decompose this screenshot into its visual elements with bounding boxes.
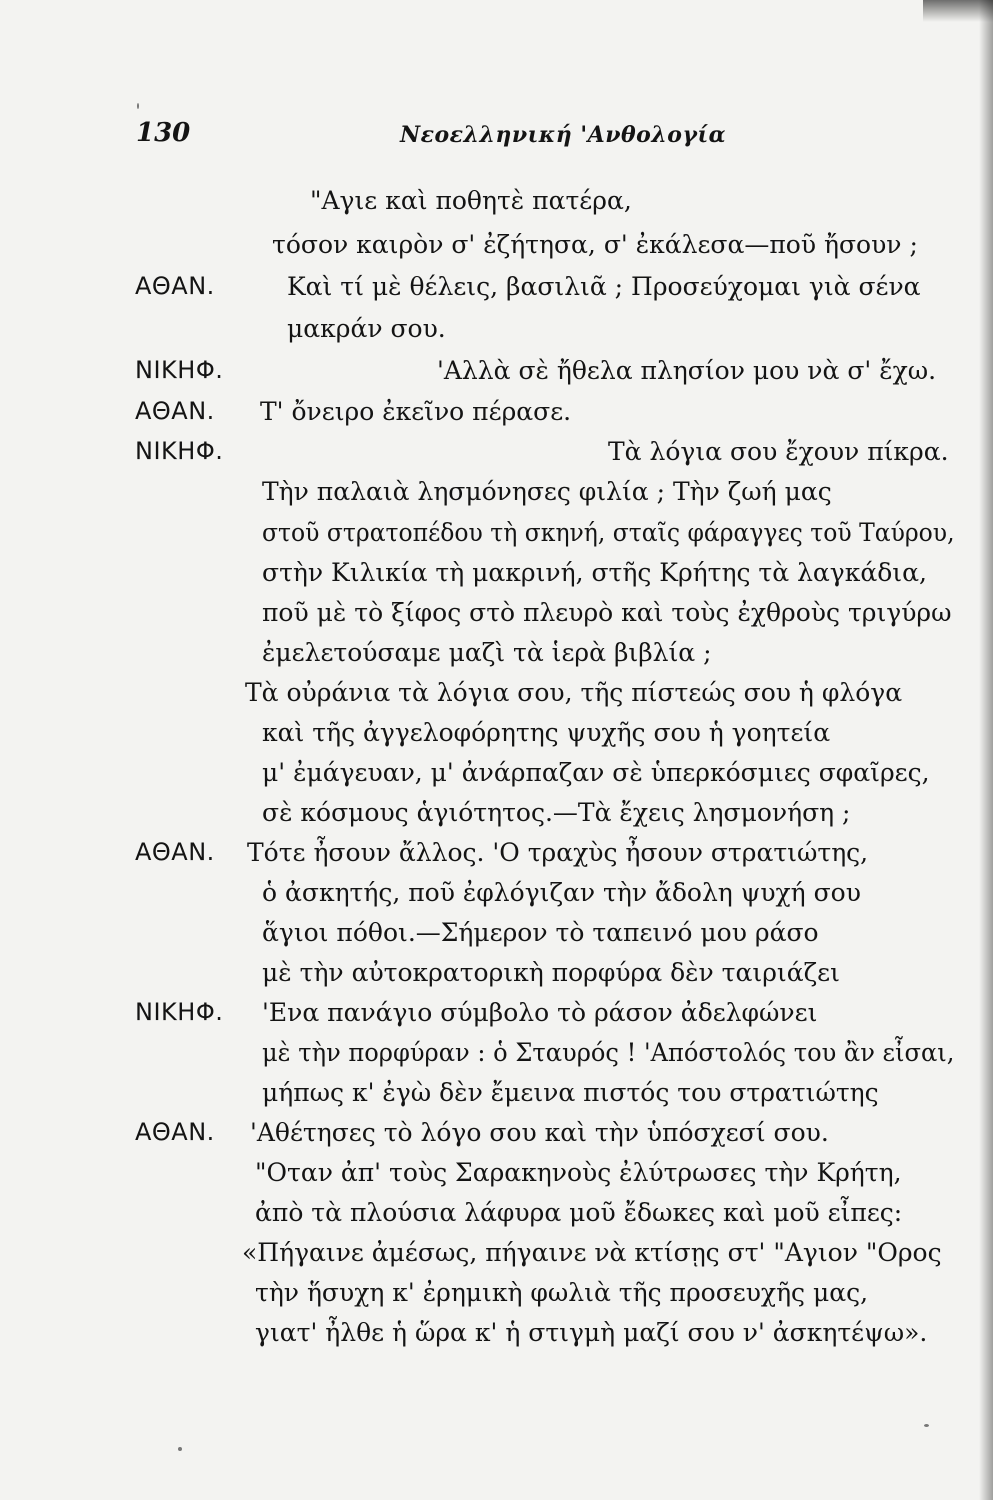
- dialogue-line: [0, 1318, 993, 1360]
- dialogue-line: [0, 272, 993, 314]
- line-text: 'Ενα πανάγιο σύμβολο τὸ ράσον ἀδελφώνει: [262, 998, 818, 1027]
- dialogue-line: [0, 397, 993, 439]
- speaker-label: ΝΙΚΗΦ.: [135, 437, 224, 465]
- line-text: 'Αλλὰ σὲ ἤθελα πλησίον μου νὰ σ' ἔχω.: [437, 356, 937, 385]
- dialogue-line: [0, 558, 993, 600]
- line-text: τὴν ἥσυχη κ' ἐρημικὴ φωλιὰ τῆς προσευχῆς μας,: [255, 1278, 869, 1307]
- line-text: ποῦ μὲ τὸ ξίφος στὸ πλευρὸ καὶ τοὺς ἐχθροὺς τριγύρω: [262, 598, 952, 627]
- dialogue-line: [0, 356, 993, 398]
- line-text: Τὰ λόγια σου ἔχουν πίκρα.: [608, 437, 949, 466]
- line-text: Τὴν παλαιὰ λησμόνησες φιλία ; Τὴν ζωή μας: [262, 477, 832, 506]
- dialogue-line: [0, 1278, 993, 1320]
- line-text: «Πήγαινε ἀμέσως, πήγαινε νὰ κτίσῃς στ' "Αγιον "Ορος: [242, 1238, 942, 1267]
- line-text: Τ' ὄνειρο ἐκεῖνο πέρασε.: [260, 397, 572, 426]
- speaker-label: ΑΘΑΝ.: [135, 1118, 215, 1146]
- line-text: Καὶ τί μὲ θέλεις, βασιλιᾶ ; Προσεύχομαι γιὰ σένα: [287, 272, 921, 301]
- dialogue-line: [0, 718, 993, 760]
- line-text: ἐμελετούσαμε μαζὶ τὰ ἱερὰ βιβλία ;: [262, 638, 712, 667]
- speaker-label: ΑΘΑΝ.: [135, 272, 215, 300]
- dialogue-line: [0, 437, 993, 479]
- dialogue-line: [0, 1158, 993, 1200]
- line-text: Τὰ οὐράνια τὰ λόγια σου, τῆς πίστεώς σου ἡ φλόγα: [245, 678, 903, 707]
- line-text: ἀπὸ τὰ πλούσια λάφυρα μοῦ ἔδωκες καὶ μοῦ εἶπες:: [255, 1198, 903, 1227]
- line-text: στὴν Κιλικία τὴ μακρινή, στῆς Κρήτης τὰ λαγκάδια,: [262, 558, 927, 587]
- dialogue-line: [0, 798, 993, 840]
- scan-speck: [178, 1447, 182, 1451]
- line-text: σὲ κόσμους ἁγιότητος.—Τὰ ἔχεις λησμονήση ;: [262, 798, 851, 827]
- dialogue-line: [0, 1238, 993, 1280]
- running-title: Νεοελληνική 'Ανθολογία: [400, 122, 727, 148]
- dialogue-line: [0, 958, 993, 1000]
- speaker-label: ΝΙΚΗΦ.: [135, 356, 224, 384]
- line-text: στοῦ στρατοπέδου τὴ σκηνή, σταῖς φάραγγες τοῦ Ταύρου,: [262, 518, 955, 547]
- line-text: μακράν σου.: [287, 314, 446, 343]
- line-text: τόσον καιρὸν σ' ἐζήτησα, σ' ἐκάλεσα—ποῦ ἤσουν ;: [272, 230, 918, 259]
- dialogue-line: [0, 314, 993, 356]
- dialogue-line: [0, 638, 993, 680]
- page-header: [0, 118, 993, 158]
- line-text: μὲ τὴν πορφύραν : ὁ Σταυρός ! 'Απόστολός του ἂν εἶσαι,: [262, 1038, 955, 1067]
- dialogue-line: [0, 518, 993, 560]
- dialogue-line: [0, 1038, 993, 1080]
- line-text: μήπως κ' ἐγὼ δὲν ἔμεινα πιστός του στρατιώτης: [262, 1078, 879, 1107]
- line-text: μ' ἐμάγευαν, μ' ἀνάρπαζαν σὲ ὑπερκόσμιες σφαῖρες,: [262, 758, 930, 787]
- dialogue-line: [0, 878, 993, 920]
- line-text: 'Αθέτησες τὸ λόγο σου καὶ τὴν ὑπόσχεσί σου.: [250, 1118, 829, 1147]
- page-number: 130: [136, 118, 191, 148]
- speaker-label: ΑΘΑΝ.: [135, 838, 215, 866]
- line-text: ὁ ἀσκητής, ποῦ ἐφλόγιζαν τὴν ἄδολη ψυχή σου: [262, 878, 861, 907]
- line-text: γιατ' ἦλθε ἡ ὥρα κ' ἡ στιγμὴ μαζί σου ν' ἀσκητέψω».: [255, 1318, 928, 1347]
- speaker-label: ΝΙΚΗΦ.: [135, 998, 224, 1026]
- dialogue-line: [0, 678, 993, 720]
- dialogue-line: [0, 230, 993, 272]
- line-text: "Οταν ἀπ' τοὺς Σαρακηνοὺς ἐλύτρωσες τὴν Κρήτη,: [255, 1158, 902, 1187]
- dialogue-line: [0, 838, 993, 880]
- dialogue-line: [0, 186, 993, 228]
- dialogue-line: [0, 477, 993, 519]
- line-text: καὶ τῆς ἀγγελοφόρητης ψυχῆς σου ἡ γοητεία: [262, 718, 831, 747]
- dialogue-line: [0, 758, 993, 800]
- speaker-label: ΑΘΑΝ.: [135, 397, 215, 425]
- line-text: "Αγιε καὶ ποθητὲ πατέρα,: [310, 186, 632, 215]
- scan-speck: [924, 1424, 929, 1427]
- dialogue-line: [0, 1118, 993, 1160]
- line-text: ἅγιοι πόθοι.—Σήμερον τὸ ταπεινό μου ράσο: [262, 918, 819, 947]
- scan-speck: [137, 103, 139, 109]
- line-text: μὲ τὴν αὐτοκρατορικὴ πορφύρα δὲν ταιριάζει: [262, 958, 840, 987]
- dialogue-line: [0, 918, 993, 960]
- dialogue-line: [0, 598, 993, 640]
- dialogue-line: [0, 1198, 993, 1240]
- dialogue-line: [0, 998, 993, 1040]
- line-text: Τότε ἦσουν ἄλλος. 'Ο τραχὺς ἦσουν στρατιώτης,: [247, 838, 869, 867]
- dialogue-line: [0, 1078, 993, 1120]
